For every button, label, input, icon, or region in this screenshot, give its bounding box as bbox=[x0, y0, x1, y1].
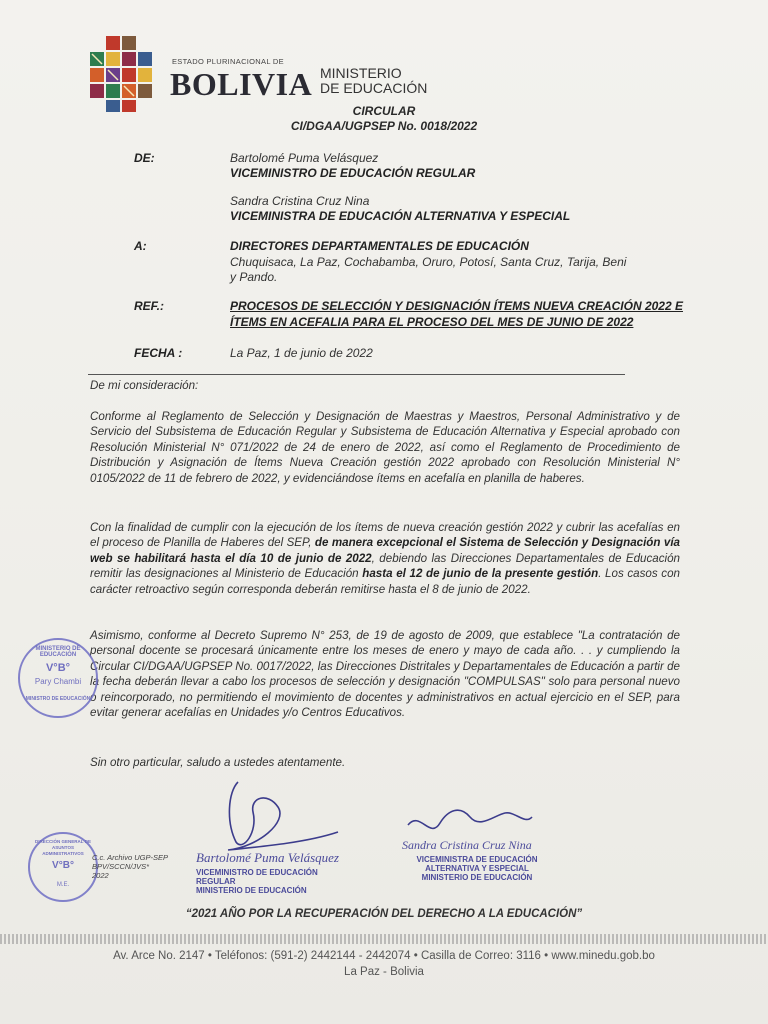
footer-city: La Paz - Bolivia bbox=[344, 966, 424, 978]
closing-line: Sin otro particular, saludo a ustedes atentamente. bbox=[90, 756, 346, 769]
paragraph-2-bold-2: hasta el 12 de junio de la presente gestión bbox=[362, 567, 599, 581]
ref-line-2: ÍTEMS EN ACEFALIA PARA EL PROCESO DEL MES DE JUNIO DE 2022 bbox=[230, 315, 634, 329]
circular-title: CIRCULAR bbox=[352, 104, 416, 118]
bolivia-wordmark: BOLIVIA bbox=[170, 66, 313, 102]
stamp2-vobo: V°B° bbox=[52, 860, 74, 871]
stamp2-ring-text: DIRECCIÓN GENERAL DE ASUNTOS ADMINISTRATIVOS bbox=[35, 839, 91, 856]
paragraph-2 bbox=[90, 520, 680, 597]
a-label: A: bbox=[134, 239, 147, 253]
footer-address: Av. Arce No. 2147 • Teléfonos: (591-2) 2442144 - 2442074 • Casilla de Correo: 3116 • www.minedu.gob.bo bbox=[113, 950, 655, 962]
paragraph-2-part-a: Con la finalidad de cumplir con la ejecución de los ítems de nueva creación gestión 2022 y cubrir las acefalías en el proceso de Planilla de Haberes del SEP, bbox=[90, 521, 680, 550]
sender-1-role: VICEMINISTRO DE EDUCACIÓN REGULAR bbox=[230, 166, 476, 180]
paragraph-3: Asimismo, conforme al Decreto Supremo N° 253, de 19 de agosto de 2009, que establece "La contratación de personal docente se procesará únicamente entre los meses de enero y mayo de cada año. . . y cumpliendo la Circular CI/DGAA/UGPSEP No. 0017/2022, las Direcciones Distritales y Departamentales de Educación a partir de la fecha deberán llevar a cabo los procesos de selección y designación "COMPULSAS" solo para personal nuevo o reincorporado, no permitiendo el movimiento de docentes y administrativos en actual ejercicio en el SEP, para evitar generar acefalías en Unidades y/o Centros Educativos. bbox=[90, 629, 680, 720]
recipient-places-2: y Pando. bbox=[230, 270, 278, 284]
ref-label: REF.: bbox=[134, 299, 164, 313]
stamp-bottom-text: MINISTRO DE EDUCACIÓN bbox=[25, 696, 91, 702]
stamp-vobo: V°B° bbox=[45, 662, 71, 674]
circular-number: CI/DGAA/UGPSEP No. 0018/2022 bbox=[290, 119, 478, 133]
header-separator bbox=[88, 374, 625, 375]
signature-2-title-3: MINISTERIO DE EDUCACIÓN bbox=[421, 873, 533, 882]
paragraph-2-part-c: , debiendo las Direcciones Departamentales de Educación remitir las designaciones al Ministerio de Educación bbox=[90, 551, 680, 581]
paragraph-1: Conforme al Reglamento de Selección y Designación de Maestras y Maestros, Personal Administrativo y de Servicio del Subsistema de Educación Regular y Subsistema de Educación Alternativa y Especial aprobado con Resolución Ministerial N° 071/2022 de 24 de enero de 2022, así como el Reglamento de Procedimiento de Distribución y Asignación de Ítems Nueva Creación gestión 2022 aprobado con Resolución Ministerial N° 0105/2022 de 11 de febrero de 2022, y evidenciándose ítems en acefalía en planilla de haberes. bbox=[90, 410, 680, 485]
signature-2-block bbox=[402, 838, 552, 882]
signature-2-name: Sandra Cristina Cruz Nina bbox=[402, 838, 532, 852]
sender-2-role: VICEMINISTRA DE EDUCACIÓN ALTERNATIVA Y ESPECIAL bbox=[230, 209, 571, 223]
cc-block bbox=[92, 853, 168, 880]
signature-1-title-1: VICEMINISTRO DE EDUCACIÓN REGULAR bbox=[196, 868, 318, 886]
de-label: DE: bbox=[134, 151, 155, 165]
signature-1-scribble-icon bbox=[198, 772, 348, 862]
ministry-name bbox=[320, 66, 427, 96]
ministry-vobo-stamp bbox=[18, 638, 98, 718]
signature-2-title-2: ALTERNATIVA Y ESPECIAL bbox=[425, 864, 529, 873]
recipient-places-1: Chuquisaca, La Paz, Cochabamba, Oruro, Potosí, Santa Cruz, Tarija, Beni bbox=[230, 255, 627, 269]
fecha-label: FECHA : bbox=[134, 346, 183, 360]
bolivia-mosaic-logo-icon bbox=[84, 34, 162, 114]
ministry-line-2: DE EDUCACIÓN bbox=[320, 80, 428, 96]
sender-1-name: Bartolomé Puma Velásquez bbox=[230, 151, 379, 165]
signature-1-title-2: MINISTERIO DE EDUCACIÓN bbox=[196, 886, 307, 895]
recipient: DIRECTORES DEPARTAMENTALES DE EDUCACIÓN bbox=[230, 239, 529, 253]
signature-1-name: Bartolomé Puma Velásquez bbox=[196, 850, 339, 865]
stamp2-bottom: M.E. bbox=[56, 882, 70, 888]
administrative-vobo-stamp bbox=[28, 832, 98, 902]
fecha-value: La Paz, 1 de junio de 2022 bbox=[230, 346, 373, 360]
stamp-ring-text: MINISTERIO DE EDUCACIÓN bbox=[35, 646, 81, 658]
cc-line-2: BPV/SCCN/JVS* bbox=[92, 862, 150, 871]
salutation: De mi consideración: bbox=[90, 379, 199, 392]
estado-plurinacional-label: ESTADO PLURINACIONAL DE bbox=[172, 57, 284, 66]
ministry-line-1: MINISTERIO bbox=[320, 65, 402, 81]
paragraph-2-bold-1: de manera excepcional el Sistema de Selección y Designación vía web se habilitará hasta el día 10 de junio de 2022 bbox=[90, 536, 680, 565]
ref-line-1: PROCESOS DE SELECCIÓN Y DESIGNACIÓN ÍTEMS NUEVA CREACIÓN 2022 E bbox=[230, 299, 683, 313]
stamp-name: Pary Chambi bbox=[34, 677, 82, 686]
signature-2-title-1: VICEMINISTRA DE EDUCACIÓN bbox=[416, 855, 538, 864]
cc-line-1: C.c. Archivo UGP-SEP bbox=[92, 853, 168, 862]
cc-line-3: 2022 bbox=[92, 871, 109, 880]
footer-dotted-divider bbox=[0, 934, 768, 944]
signature-1-block bbox=[196, 850, 346, 895]
slogan: “2021 AÑO POR LA RECUPERACIÓN DEL DERECHO A LA EDUCACIÓN” bbox=[185, 908, 583, 920]
sender-2-name: Sandra Cristina Cruz Nina bbox=[230, 194, 370, 208]
paragraph-2-part-e: . Los casos con carácter retroactivo según corresponda deberán remitirse hasta el 8 de junio de 2022. bbox=[90, 567, 681, 596]
